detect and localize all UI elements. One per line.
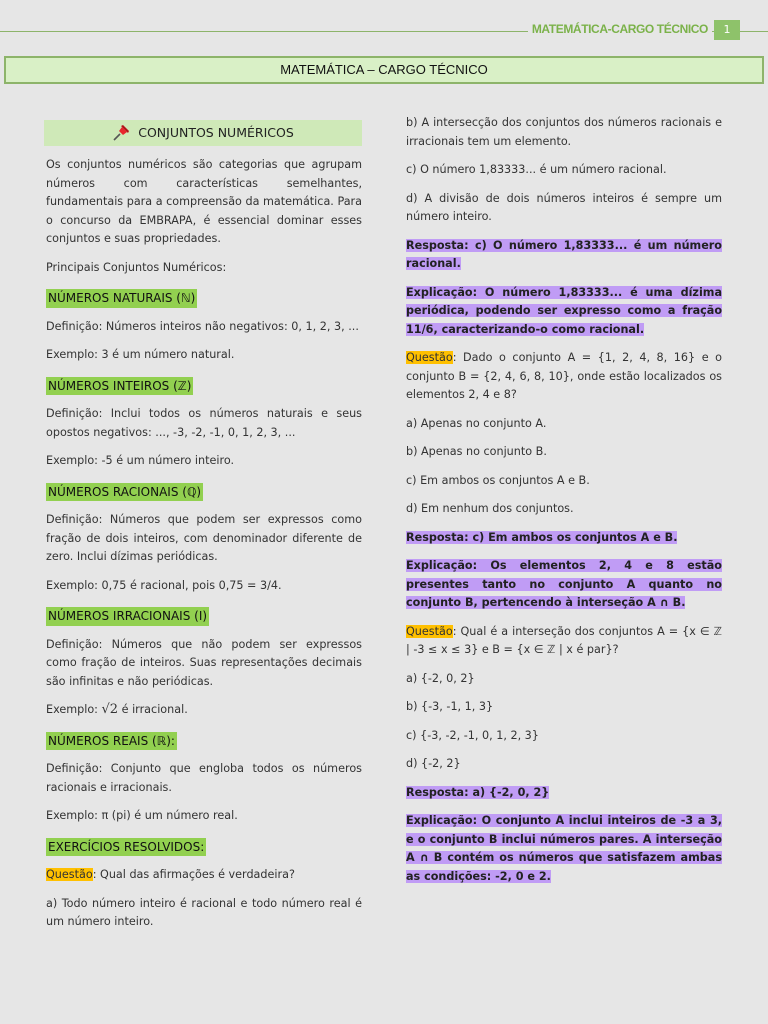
principal-label: Principais Conjuntos Numéricos: <box>46 260 227 274</box>
question-3-explanation <box>406 812 722 886</box>
irracionais-example-prefix: Exemplo: <box>46 703 102 716</box>
question-1-explanation <box>406 284 722 340</box>
inteiros-definition: Definição: Inclui todos os números naturais e seus opostos negativos: ..., -3, -2, -1, 0, 1, 2, 3, ... <box>46 407 362 439</box>
question-3-text: : Qual é a interseção dos conjuntos A = {x ∈ ℤ | -3 ≤ x ≤ 3} e B = {x ∈ ℤ | x é par}? <box>406 624 722 656</box>
header-title: MATEMÁTICA-CARGO TÉCNICO <box>528 22 712 36</box>
heading-racionais: NÚMEROS RACIONAIS (ℚ) <box>46 483 203 502</box>
question-label: Questão <box>406 624 453 638</box>
irracionais-definition: Definição: Números que não podem ser expressos como fração de inteiros. Suas representações decimais são infinitas e não periódicas. <box>46 637 362 688</box>
question-1-answer <box>406 237 722 274</box>
question-3-option-c: c) {-3, -2, -1, 0, 1, 2, 3} <box>406 728 539 742</box>
irracionais-example <box>46 701 362 720</box>
question-2-option-d: d) Em nenhum dos conjuntos. <box>406 502 574 515</box>
question-2-answer <box>406 529 722 548</box>
question-3-answer <box>406 784 722 803</box>
naturais-definition: Definição: Números inteiros não negativos: 0, 1, 2, 3, ... <box>46 319 359 333</box>
heading-inteiros: NÚMEROS INTEIROS (ℤ) <box>46 377 193 396</box>
question-3-explanation-text: Explicação: O conjunto A inclui inteiros de -3 a 3, e o conjunto B inclui números pares. A interseção A ∩ B contém os números que satisfazem ambas as condições: -2, 0 e 2. <box>406 814 722 883</box>
question-2-option-a: a) Apenas no conjunto A. <box>406 416 547 430</box>
heading-reais: NÚMEROS REAIS (ℝ): <box>46 732 177 751</box>
naturais-example: Exemplo: 3 é um número natural. <box>46 348 235 361</box>
page-number: 1 <box>714 20 740 40</box>
left-column <box>46 114 362 942</box>
racionais-definition: Definição: Números que podem ser expressos como fração de dois inteiros, com denominador diferente de zero. Inclui dízimas periódicas. <box>46 513 362 563</box>
question-3-answer-text: Resposta: a) {-2, 0, 2} <box>406 785 550 799</box>
right-column <box>406 114 722 896</box>
question-label: Questão <box>406 351 453 364</box>
sqrt-two: √2 <box>101 702 119 717</box>
irracionais-example-suffix: é irracional. <box>118 703 188 716</box>
question-1-option-d: d) A divisão de dois números inteiros é sempre um número inteiro. <box>406 191 722 223</box>
question-2-explanation-text: Explicação: Os elementos 2, 4 e 8 estão presentes tanto no conjunto A quanto no conjunto B, pertencendo à interseção A ∩ B. <box>406 559 722 609</box>
question-1 <box>46 866 362 885</box>
question-2 <box>406 349 722 405</box>
question-1-option-b: b) A intersecção dos conjuntos dos números racionais e irracionais tem um elemento. <box>406 116 722 148</box>
question-1-option-a: a) Todo número inteiro é racional e todo número real é um número inteiro. <box>46 896 362 928</box>
question-2-option-c: c) Em ambos os conjuntos A e B. <box>406 473 590 487</box>
reais-definition: Definição: Conjunto que engloba todos os números racionais e irracionais. <box>46 762 362 794</box>
question-2-answer-text: Resposta: c) Em ambos os conjuntos A e B. <box>406 530 678 544</box>
heading-naturais: NÚMEROS NATURAIS (ℕ) <box>46 289 197 308</box>
document-title: MATEMÁTICA – CARGO TÉCNICO <box>4 56 764 84</box>
question-3-option-a: a) {-2, 0, 2} <box>406 671 475 685</box>
heading-irracionais: NÚMEROS IRRACIONAIS (I) <box>46 607 209 626</box>
question-2-explanation <box>406 557 722 613</box>
section-title-box <box>44 120 362 146</box>
question-1-text: : Qual das afirmações é verdadeira? <box>92 868 295 881</box>
question-1-answer-text: Resposta: c) O número 1,83333... é um número racional. <box>406 238 722 270</box>
question-3 <box>406 623 722 660</box>
question-2-option-b: b) Apenas no conjunto B. <box>406 445 547 458</box>
question-1-option-c: c) O número 1,83333... é um número racional. <box>406 163 667 176</box>
question-2-text: : Dado o conjunto A = {1, 2, 4, 8, 16} e o conjunto B = {2, 4, 6, 8, 10}, onde estão localizados os elementos 2, 4 e 8? <box>406 351 722 401</box>
question-label: Questão <box>46 868 93 881</box>
question-3-option-b: b) {-3, -1, 1, 3} <box>406 700 494 713</box>
intro-paragraph: Os conjuntos numéricos são categorias que agrupam números com características semelhantes, fundamentais para a compreensão da matemática. Para o concurso da EMBRAPA, é essencial dominar esses conjuntos e suas propriedades. <box>46 158 362 245</box>
reais-example: Exemplo: π (pi) é um número real. <box>46 809 238 822</box>
pushpin-icon <box>112 124 130 142</box>
section-title: CONJUNTOS NUMÉRICOS <box>138 124 294 140</box>
inteiros-example: Exemplo: -5 é um número inteiro. <box>46 454 235 467</box>
question-1-explanation-text: Explicação: O número 1,83333... é uma dízima periódica, podendo ser expresso como a fração 11/6, caracterizando-o como racional. <box>406 285 722 336</box>
question-3-option-d: d) {-2, 2} <box>406 757 461 770</box>
racionais-example: Exemplo: 0,75 é racional, pois 0,75 = 3/4. <box>46 578 282 592</box>
running-header <box>0 18 768 44</box>
heading-exercicios: EXERCÍCIOS RESOLVIDOS: <box>46 838 206 857</box>
